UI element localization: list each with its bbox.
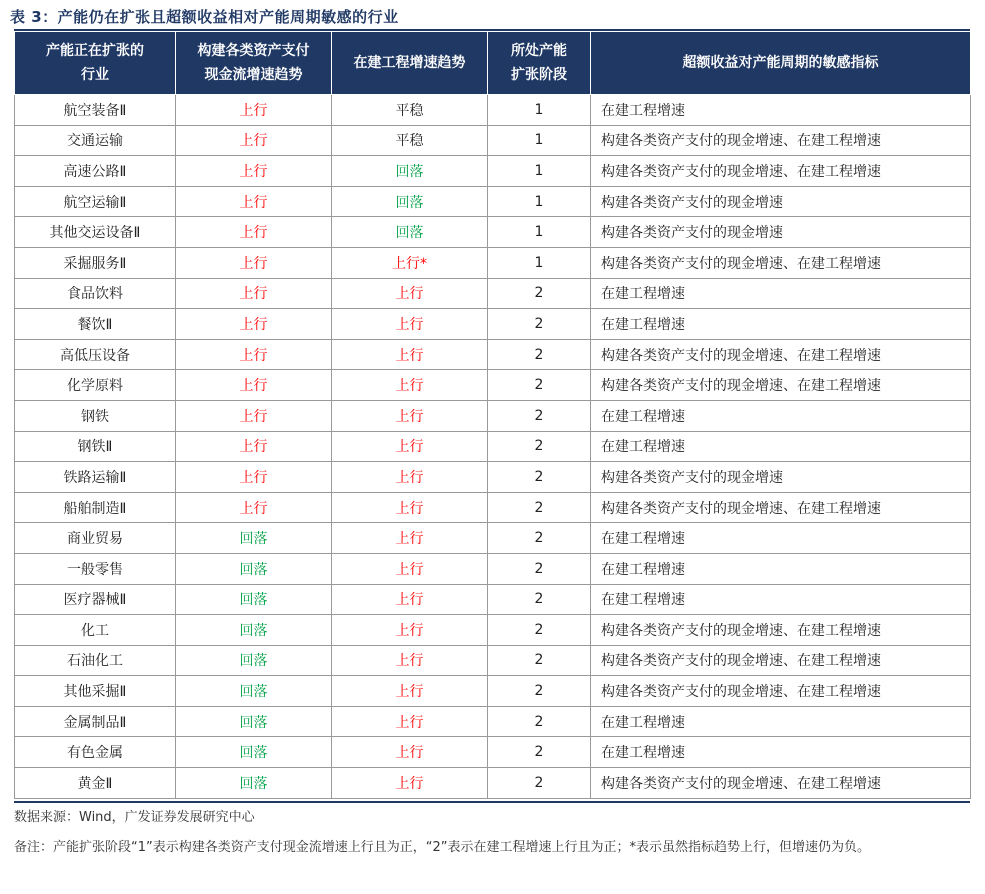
cell-sensitivity-indicator: 构建各类资产支付的现金增速、在建工程增速 <box>591 339 971 370</box>
cell-cashflow-trend: 上行 <box>176 186 332 217</box>
cell-expansion-stage: 2 <box>488 737 591 768</box>
cell-industry: 餐饮Ⅱ <box>15 309 176 340</box>
cell-expansion-stage: 2 <box>488 676 591 707</box>
cell-industry: 化工 <box>15 615 176 646</box>
cell-construction-trend: 上行 <box>332 431 488 462</box>
cell-industry: 钢铁Ⅱ <box>15 431 176 462</box>
cell-cashflow-trend: 回落 <box>176 584 332 615</box>
cell-industry: 医疗器械Ⅱ <box>15 584 176 615</box>
table-row <box>15 553 971 584</box>
cell-industry: 金属制品Ⅱ <box>15 706 176 737</box>
cell-cashflow-trend: 上行 <box>176 309 332 340</box>
cell-expansion-stage: 2 <box>488 462 591 493</box>
cell-sensitivity-indicator: 构建各类资产支付的现金增速、在建工程增速 <box>591 768 971 799</box>
source-note: 数据来源：Wind，广发证券发展研究中心 <box>14 810 255 825</box>
cell-industry: 有色金属 <box>15 737 176 768</box>
cell-sensitivity-indicator: 构建各类资产支付的现金增速 <box>591 462 971 493</box>
table-row <box>15 95 971 126</box>
cell-sensitivity-indicator: 构建各类资产支付的现金增速、在建工程增速 <box>591 370 971 401</box>
cell-industry: 交通运输 <box>15 125 176 156</box>
cell-industry: 铁路运输Ⅱ <box>15 462 176 493</box>
cell-cashflow-trend: 上行 <box>176 431 332 462</box>
table-row <box>15 523 971 554</box>
cell-sensitivity-indicator: 在建工程增速 <box>591 400 971 431</box>
cell-sensitivity-indicator: 构建各类资产支付的现金增速、在建工程增速 <box>591 645 971 676</box>
table-header <box>15 32 971 95</box>
cell-expansion-stage: 2 <box>488 492 591 523</box>
cell-industry: 高低压设备 <box>15 339 176 370</box>
header-cashflow-line2: 现金流增速趋势 <box>204 67 303 83</box>
cell-expansion-stage: 2 <box>488 339 591 370</box>
cell-sensitivity-indicator: 构建各类资产支付的现金增速、在建工程增速 <box>591 676 971 707</box>
cell-cashflow-trend: 上行 <box>176 339 332 370</box>
cell-cashflow-trend: 上行 <box>176 217 332 248</box>
cell-industry: 其他采掘Ⅱ <box>15 676 176 707</box>
cell-construction-trend: 上行 <box>332 553 488 584</box>
footnote: 备注：产能扩张阶段“1”表示构建各类资产支付现金流增速上行且为正，“2”表示在建工程增速上行且为正；*表示虽然指标趋势上行，但增速仍为负。 <box>14 840 870 855</box>
cell-construction-trend: 上行 <box>332 584 488 615</box>
cell-construction-trend: 上行 <box>332 309 488 340</box>
cell-sensitivity-indicator: 在建工程增速 <box>591 95 971 126</box>
cell-expansion-stage: 2 <box>488 645 591 676</box>
table-row <box>15 156 971 187</box>
cell-cashflow-trend: 回落 <box>176 645 332 676</box>
cell-industry: 采掘服务Ⅱ <box>15 247 176 278</box>
cell-cashflow-trend: 上行 <box>176 156 332 187</box>
table-row <box>15 492 971 523</box>
cell-expansion-stage: 2 <box>488 431 591 462</box>
cell-sensitivity-indicator: 在建工程增速 <box>591 706 971 737</box>
table-row <box>15 309 971 340</box>
cell-sensitivity-indicator: 在建工程增速 <box>591 431 971 462</box>
cell-industry: 钢铁 <box>15 400 176 431</box>
table-row <box>15 676 971 707</box>
cell-construction-trend: 上行 <box>332 523 488 554</box>
cell-industry: 航空装备Ⅱ <box>15 95 176 126</box>
cell-sensitivity-indicator: 在建工程增速 <box>591 553 971 584</box>
industry-table <box>14 31 971 799</box>
header-indicator: 超额收益对产能周期的敏感指标 <box>591 32 971 95</box>
cell-industry: 石油化工 <box>15 645 176 676</box>
cell-industry: 黄金Ⅱ <box>15 768 176 799</box>
header-cashflow <box>176 32 332 95</box>
table-row <box>15 186 971 217</box>
cell-sensitivity-indicator: 构建各类资产支付的现金增速、在建工程增速 <box>591 492 971 523</box>
cell-sensitivity-indicator: 构建各类资产支付的现金增速 <box>591 217 971 248</box>
header-stage <box>488 32 591 95</box>
cell-construction-trend: 上行 <box>332 339 488 370</box>
cell-construction-trend: 平稳 <box>332 125 488 156</box>
cell-expansion-stage: 2 <box>488 523 591 554</box>
cell-industry: 化学原料 <box>15 370 176 401</box>
cell-cashflow-trend: 上行 <box>176 278 332 309</box>
header-industry-line2: 行业 <box>81 67 109 83</box>
cell-sensitivity-indicator: 构建各类资产支付的现金增速、在建工程增速 <box>591 247 971 278</box>
cell-construction-trend: 回落 <box>332 156 488 187</box>
cell-expansion-stage: 2 <box>488 615 591 646</box>
cell-expansion-stage: 1 <box>488 125 591 156</box>
cell-industry: 商业贸易 <box>15 523 176 554</box>
cell-industry: 船舶制造Ⅱ <box>15 492 176 523</box>
cell-cashflow-trend: 上行 <box>176 247 332 278</box>
table-row <box>15 400 971 431</box>
table-row <box>15 247 971 278</box>
table-row <box>15 584 971 615</box>
cell-cashflow-trend: 回落 <box>176 553 332 584</box>
cell-construction-trend: 上行 <box>332 278 488 309</box>
cell-cashflow-trend: 回落 <box>176 737 332 768</box>
cell-sensitivity-indicator: 在建工程增速 <box>591 309 971 340</box>
cell-construction-trend: 上行 <box>332 492 488 523</box>
table-row <box>15 125 971 156</box>
table-row <box>15 462 971 493</box>
cell-cashflow-trend: 回落 <box>176 706 332 737</box>
cell-expansion-stage: 1 <box>488 217 591 248</box>
header-cashflow-line1: 构建各类资产支付 <box>197 43 310 59</box>
cell-cashflow-trend: 上行 <box>176 400 332 431</box>
cell-sensitivity-indicator: 在建工程增速 <box>591 584 971 615</box>
cell-construction-trend: 上行 <box>332 615 488 646</box>
cell-construction-trend: 回落 <box>332 217 488 248</box>
cell-expansion-stage: 2 <box>488 706 591 737</box>
cell-expansion-stage: 2 <box>488 553 591 584</box>
table-body <box>15 95 971 799</box>
table-row <box>15 278 971 309</box>
table-bottom-rule <box>14 801 970 803</box>
cell-cashflow-trend: 上行 <box>176 462 332 493</box>
cell-expansion-stage: 1 <box>488 186 591 217</box>
cell-construction-trend: 上行 <box>332 768 488 799</box>
cell-industry: 高速公路Ⅱ <box>15 156 176 187</box>
table-row <box>15 768 971 799</box>
cell-sensitivity-indicator: 构建各类资产支付的现金增速、在建工程增速 <box>591 125 971 156</box>
cell-sensitivity-indicator: 在建工程增速 <box>591 523 971 554</box>
cell-construction-trend: 上行 <box>332 706 488 737</box>
table-title: 表 3：产能仍在扩张且超额收益相对产能周期敏感的行业 <box>10 8 399 26</box>
cell-cashflow-trend: 回落 <box>176 523 332 554</box>
cell-industry: 一般零售 <box>15 553 176 584</box>
table-row <box>15 737 971 768</box>
header-stage-line1: 所处产能 <box>511 43 567 59</box>
cell-cashflow-trend: 回落 <box>176 768 332 799</box>
table-row <box>15 615 971 646</box>
cell-industry: 其他交运设备Ⅱ <box>15 217 176 248</box>
cell-cashflow-trend: 上行 <box>176 370 332 401</box>
cell-construction-trend: 上行 <box>332 737 488 768</box>
cell-cashflow-trend: 上行 <box>176 492 332 523</box>
table-row <box>15 431 971 462</box>
header-industry <box>15 32 176 95</box>
cell-expansion-stage: 1 <box>488 156 591 187</box>
cell-construction-trend: 上行 <box>332 676 488 707</box>
cell-construction-trend: 回落 <box>332 186 488 217</box>
cell-expansion-stage: 2 <box>488 768 591 799</box>
table-row <box>15 339 971 370</box>
cell-cashflow-trend: 回落 <box>176 615 332 646</box>
cell-construction-trend: 上行 <box>332 370 488 401</box>
header-industry-line1: 产能正在扩张的 <box>46 43 144 59</box>
table-row <box>15 370 971 401</box>
cell-cashflow-trend: 回落 <box>176 676 332 707</box>
cell-expansion-stage: 1 <box>488 95 591 126</box>
cell-construction-trend: 上行* <box>332 247 488 278</box>
cell-sensitivity-indicator: 在建工程增速 <box>591 737 971 768</box>
cell-expansion-stage: 2 <box>488 400 591 431</box>
table-row <box>15 645 971 676</box>
cell-construction-trend: 平稳 <box>332 95 488 126</box>
cell-expansion-stage: 2 <box>488 584 591 615</box>
cell-construction-trend: 上行 <box>332 462 488 493</box>
cell-cashflow-trend: 上行 <box>176 125 332 156</box>
cell-expansion-stage: 2 <box>488 370 591 401</box>
cell-cashflow-trend: 上行 <box>176 95 332 126</box>
cell-sensitivity-indicator: 在建工程增速 <box>591 278 971 309</box>
cell-expansion-stage: 1 <box>488 247 591 278</box>
cell-construction-trend: 上行 <box>332 400 488 431</box>
cell-sensitivity-indicator: 构建各类资产支付的现金增速 <box>591 186 971 217</box>
header-construction: 在建工程增速趋势 <box>332 32 488 95</box>
cell-sensitivity-indicator: 构建各类资产支付的现金增速、在建工程增速 <box>591 156 971 187</box>
cell-construction-trend: 上行 <box>332 645 488 676</box>
cell-expansion-stage: 2 <box>488 309 591 340</box>
cell-expansion-stage: 2 <box>488 278 591 309</box>
table-row <box>15 706 971 737</box>
cell-industry: 航空运输Ⅱ <box>15 186 176 217</box>
cell-sensitivity-indicator: 构建各类资产支付的现金增速、在建工程增速 <box>591 615 971 646</box>
cell-industry: 食品饮料 <box>15 278 176 309</box>
header-stage-line2: 扩张阶段 <box>511 67 567 83</box>
table-row <box>15 217 971 248</box>
